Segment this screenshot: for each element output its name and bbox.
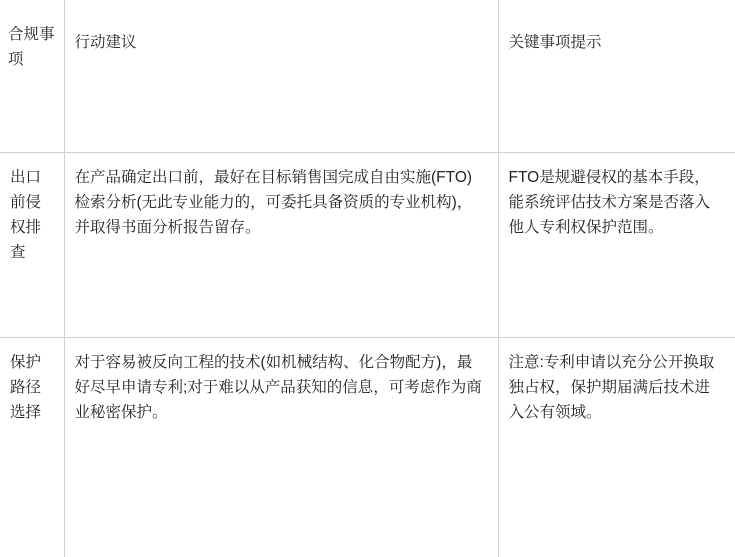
column-header-action-advice: 行动建议 [64,0,498,153]
table-header-row [0,0,735,153]
cell-action-advice: 对于容易被反向工程的技术(如机械结构、化合物配方)，最好尽早申请专利;对于难以从产品获知的信息，可考虑作为商业秘密保护。 [64,338,498,557]
cell-key-notes: 注意:专利申请以充分公开换取独占权，保护期届满后技术进入公有领域。 [498,338,735,557]
cell-key-notes: FTO是规避侵权的基本手段，能系统评估技术方案是否落入他人专利权保护范围。 [498,153,735,338]
cell-action-advice: 在产品确定出口前，最好在目标销售国完成自由实施(FTO)检索分析(无此专业能力的，可委托具备资质的专业机构)，并取得书面分析报告留存。 [64,153,498,338]
cell-compliance-item: 保护路径选择 [0,338,64,557]
column-header-compliance-item: 合规事项 [0,0,64,153]
cell-compliance-item: 出口前侵权排查 [0,153,64,338]
table-row [0,153,735,338]
table-row [0,338,735,557]
column-header-key-notes: 关键事项提示 [498,0,735,153]
